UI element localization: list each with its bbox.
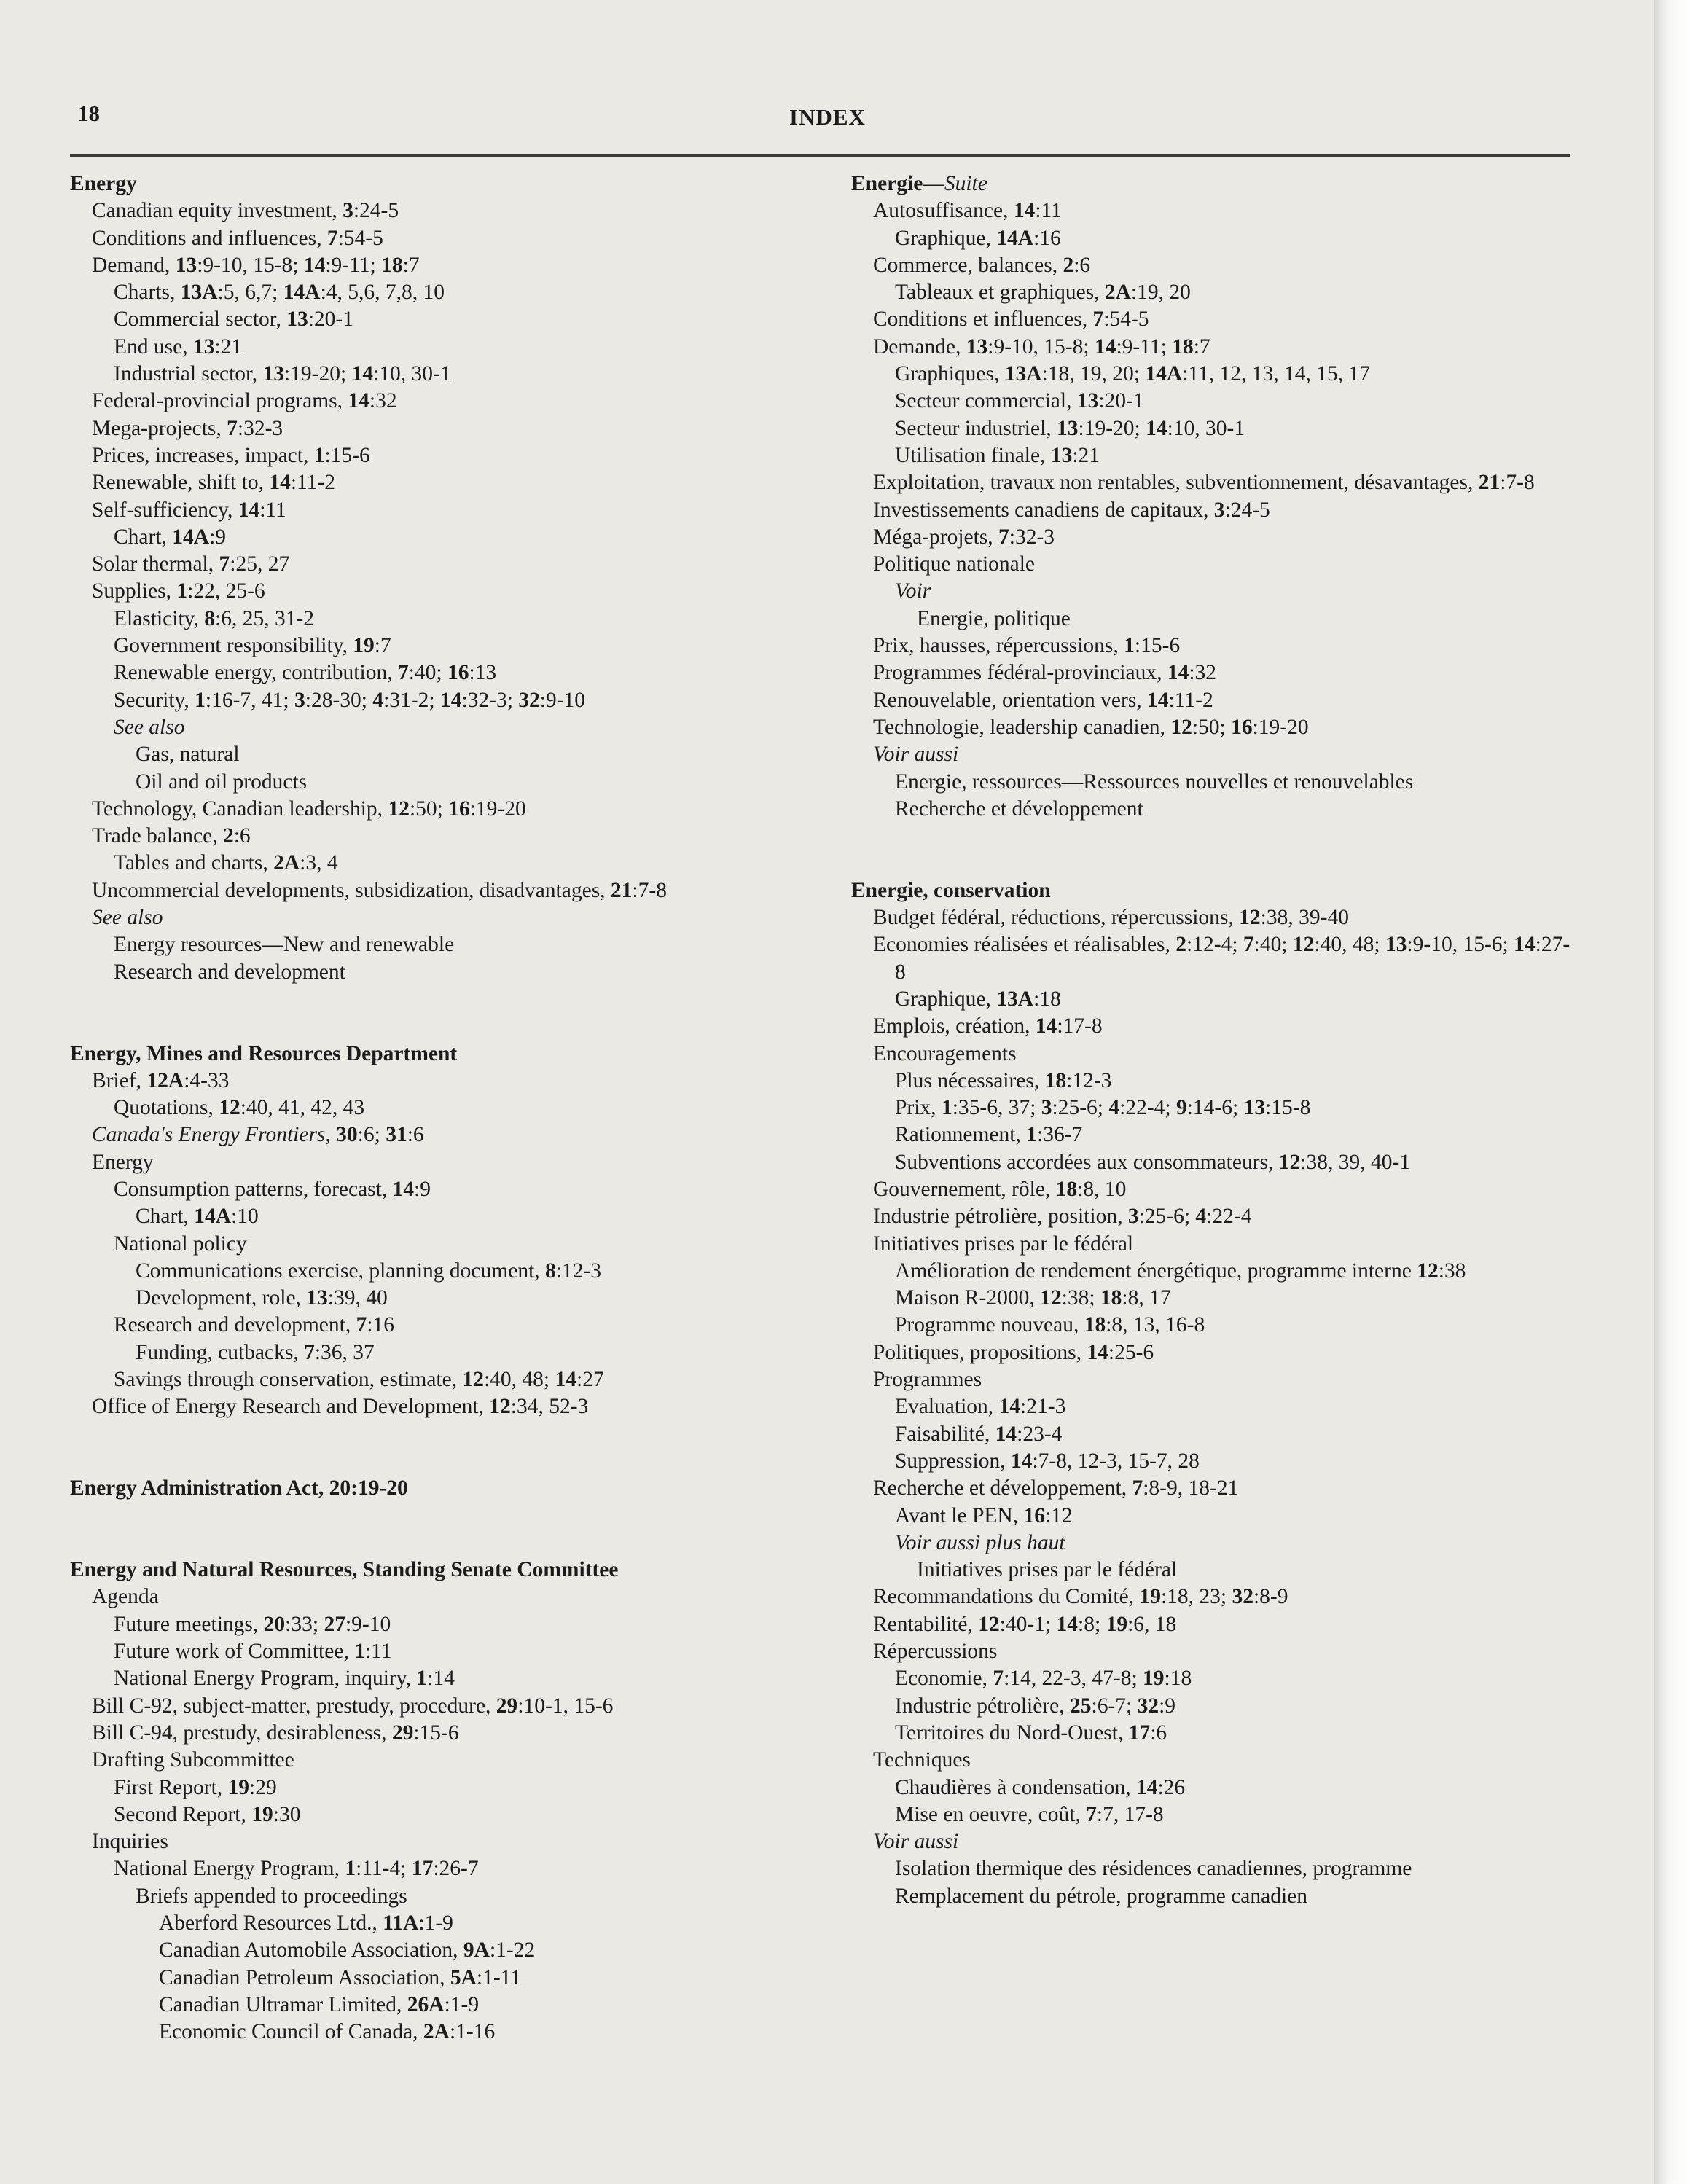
index-entry: Avant le PEN, 16:12: [895, 1503, 1073, 1527]
index-entry: Conditions et influences, 7:54-5: [873, 308, 1149, 332]
index-entry: Rentabilité, 12:40-1; 14:8; 19:6, 18: [873, 1612, 1177, 1636]
entry-spacer: [70, 1421, 842, 1476]
cross-reference: See also: [92, 906, 163, 930]
index-entry: Research and development: [114, 960, 345, 984]
index-entry: Energie—Suite: [851, 172, 987, 195]
index-entry: Recherche et développement, 7:8-9, 18-21: [873, 1476, 1239, 1500]
index-heading: Energy, Mines and Resources Department: [70, 1041, 458, 1065]
index-entry: Canada's Energy Frontiers, 30:6; 31:6: [92, 1123, 424, 1147]
index-entry: Bill C-92, subject-matter, prestudy, procedure, 29:10-1, 15-6: [92, 1694, 614, 1718]
index-entry: Mega-projects, 7:32-3: [92, 416, 283, 440]
index-entry: Future work of Committee, 1:11: [114, 1640, 392, 1664]
index-entry: Energy: [92, 1150, 154, 1174]
index-entry: Renouvelable, orientation vers, 14:11-2: [873, 688, 1213, 712]
entry-spacer: [851, 823, 1580, 877]
index-entry: Canadian Automobile Association, 9A:1-22: [159, 1938, 536, 1962]
index-entry: Agenda: [92, 1585, 159, 1609]
index-entry: Canadian Ultramar Limited, 26A:1-9: [159, 1992, 480, 2016]
index-entry: Energie, ressources—Ressources nouvelles et renouvelables: [895, 770, 1414, 794]
index-heading: Energy Administration Act, 20:19-20: [70, 1476, 408, 1500]
index-entry: Trade balance, 2:6: [92, 824, 251, 848]
index-entry: Programmes: [873, 1368, 982, 1392]
index-entry: Commerce, balances, 2:6: [873, 253, 1091, 277]
index-entry: Energie, politique: [917, 606, 1071, 630]
cross-reference: See also: [114, 715, 185, 739]
index-entry: Territoires du Nord-Ouest, 17:6: [895, 1721, 1167, 1745]
index-entry: Bill C-94, prestudy, desirableness, 29:15-6: [92, 1721, 459, 1745]
index-entry: Demande, 13:9-10, 15-8; 14:9-11; 18:7: [873, 334, 1210, 359]
index-entry: Graphique, 13A:18: [895, 987, 1061, 1011]
index-entry: Isolation thermique des résidences canadiennes, programme: [895, 1857, 1412, 1881]
index-entry: Programme nouveau, 18:8, 13, 16-8: [895, 1313, 1205, 1337]
header-rule: [70, 154, 1570, 157]
cross-reference: Voir aussi: [873, 743, 959, 767]
index-entry: Savings through conservation, estimate, 12:40, 48; 14:27: [114, 1368, 604, 1392]
index-entry: Brief, 12A:4-33: [92, 1068, 230, 1092]
index-entry: Technologie, leadership canadien, 12:50; 16:19-20: [873, 715, 1309, 739]
index-entry: Gas, natural: [136, 743, 240, 767]
index-entry: Uncommercial developments, subsidization, disadvantages, 21:7-8: [92, 878, 667, 902]
index-entry: Funding, cutbacks, 7:36, 37: [136, 1340, 375, 1364]
index-entry: Quotations, 12:40, 41, 42, 43: [114, 1096, 365, 1120]
index-entry: Tableaux et graphiques, 2A:19, 20: [895, 281, 1191, 305]
index-entry: National policy: [114, 1232, 247, 1256]
index-entry: Commercial sector, 13:20-1: [114, 308, 353, 332]
index-entry: Technology, Canadian leadership, 12:50; 16:19-20: [92, 797, 526, 821]
index-entry: Second Report, 19:30: [114, 1802, 301, 1826]
index-entry: Conditions and influences, 7:54-5: [92, 226, 383, 250]
entry-spacer: [70, 1503, 842, 1557]
index-entry: Research and development, 7:16: [114, 1313, 395, 1337]
index-entry: Demand, 13:9-10, 15-8; 14:9-11; 18:7: [92, 253, 420, 277]
index-entry: Energy resources—New and renewable: [114, 933, 455, 957]
index-entry: End use, 13:21: [114, 334, 243, 359]
index-entry: Plus nécessaires, 18:12-3: [895, 1068, 1112, 1092]
index-entry: Oil and oil products: [136, 770, 308, 794]
index-entry: National Energy Program, 1:11-4; 17:26-7: [114, 1857, 479, 1881]
index-entry: Budget fédéral, réductions, répercussions, 12:38, 39-40: [873, 906, 1349, 930]
index-entry: Communications exercise, planning document, 8:12-3: [136, 1259, 602, 1283]
left-index-column: [70, 171, 842, 2046]
index-entry: Canadian equity investment, 3:24-5: [92, 199, 399, 223]
index-entry: First Report, 19:29: [114, 1775, 277, 1799]
index-entry: Chaudières à condensation, 14:26: [895, 1775, 1186, 1799]
index-entry: Investissements canadiens de capitaux, 3:24-5: [873, 498, 1270, 522]
index-heading: Energie, conservation: [851, 878, 1051, 902]
index-entry: Canadian Petroleum Association, 5A:1-11: [159, 1965, 522, 1989]
index-entry: Emplois, création, 14:17-8: [873, 1014, 1103, 1038]
index-entry: Economies réalisées et réalisables, 2:12-4; 7:40; 12:40, 48; 13:9-10, 15-6; 14:27-8: [873, 933, 1570, 984]
index-entry: Encouragements: [873, 1041, 1017, 1065]
index-entry: Faisabilité, 14:23-4: [895, 1422, 1063, 1446]
index-entry: Development, role, 13:39, 40: [136, 1286, 388, 1310]
index-heading: Energy: [70, 172, 137, 195]
index-entry: Initiatives prises par le fédéral: [873, 1232, 1134, 1256]
index-entry: Graphiques, 13A:18, 19, 20; 14A:11, 12, 13, 14, 15, 17: [895, 362, 1371, 386]
page-title: INDEX: [789, 104, 866, 130]
index-entry: Federal-provincial programs, 14:32: [92, 389, 397, 413]
index-entry: Prices, increases, impact, 1:15-6: [92, 443, 370, 467]
index-entry: Economic Council of Canada, 2A:1-16: [159, 2020, 496, 2044]
index-entry: Mise en oeuvre, coût, 7:7, 17-8: [895, 1802, 1164, 1826]
index-entry: Graphique, 14A:16: [895, 226, 1061, 250]
entry-spacer: [70, 986, 842, 1041]
index-entry: Elasticity, 8:6, 25, 31-2: [114, 606, 315, 630]
index-entry: Consumption patterns, forecast, 14:9: [114, 1177, 431, 1201]
index-entry: Renewable, shift to, 14:11-2: [92, 471, 336, 495]
index-entry: Programmes fédéral-provinciaux, 14:32: [873, 661, 1217, 685]
index-entry: Secteur industriel, 13:19-20; 14:10, 30-1: [895, 416, 1245, 440]
index-entry: Briefs appended to proceedings: [136, 1884, 407, 1908]
index-entry: Politiques, propositions, 14:25-6: [873, 1340, 1154, 1364]
index-entry: Initiatives prises par le fédéral: [917, 1558, 1178, 1582]
index-entry: Gouvernement, rôle, 18:8, 10: [873, 1177, 1127, 1201]
index-entry: Self-sufficiency, 14:11: [92, 498, 286, 522]
index-entry: Industrie pétrolière, 25:6-7; 32:9: [895, 1694, 1176, 1718]
index-entry: Evaluation, 14:21-3: [895, 1395, 1066, 1419]
index-entry: Aberford Resources Ltd., 11A:1-9: [159, 1911, 453, 1935]
cross-reference: Voir aussi: [873, 1830, 959, 1854]
index-entry: Renewable energy, contribution, 7:40; 16:13: [114, 661, 497, 685]
index-entry: Economie, 7:14, 22-3, 47-8; 19:18: [895, 1667, 1192, 1691]
right-index-column: [851, 171, 1580, 1910]
index-entry: Maison R-2000, 12:38; 18:8, 17: [895, 1286, 1171, 1310]
index-entry: Drafting Subcommittee: [92, 1748, 294, 1772]
index-entry: Utilisation finale, 13:21: [895, 443, 1100, 467]
index-entry: Government responsibility, 19:7: [114, 634, 391, 658]
index-entry: Remplacement du pétrole, programme canadien: [895, 1884, 1308, 1908]
index-entry: Tables and charts, 2A:3, 4: [114, 851, 338, 875]
page-edge: [1654, 0, 1690, 2184]
index-heading: Energy and Natural Resources, Standing Senate Committee: [70, 1558, 619, 1582]
cross-reference: Voir: [895, 579, 931, 603]
index-entry: Future meetings, 20:33; 27:9-10: [114, 1612, 391, 1636]
page-number: 18: [77, 101, 100, 126]
index-entry: Inquiries: [92, 1830, 168, 1854]
index-entry: Chart, 14A:10: [136, 1205, 259, 1229]
index-entry: Rationnement, 1:36-7: [895, 1123, 1083, 1147]
index-entry: Répercussions: [873, 1640, 998, 1664]
index-entry: Security, 1:16-7, 41; 3:28-30; 4:31-2; 14:32-3; 32:9-10: [114, 688, 586, 712]
index-entry: Industrial sector, 13:19-20; 14:10, 30-1: [114, 362, 451, 386]
index-entry: Supplies, 1:22, 25-6: [92, 579, 265, 603]
index-entry: Politique nationale: [873, 552, 1036, 576]
index-entry: Charts, 13A:5, 6,7; 14A:4, 5,6, 7,8, 10: [114, 281, 445, 305]
index-entry: Subventions accordées aux consommateurs, 12:38, 39, 40-1: [895, 1150, 1411, 1174]
index-entry: Chart, 14A:9: [114, 525, 227, 549]
index-entry: Exploitation, travaux non rentables, subventionnement, désavantages, 21:7-8: [873, 471, 1535, 495]
index-entry: Prix, hausses, répercussions, 1:15-6: [873, 634, 1181, 658]
index-entry: Méga-projets, 7:32-3: [873, 525, 1055, 549]
index-entry: Prix, 1:35-6, 37; 3:25-6; 4:22-4; 9:14-6; 13:15-8: [895, 1096, 1311, 1120]
index-entry: Office of Energy Research and Development, 12:34, 52-3: [92, 1395, 589, 1419]
index-entry: Suppression, 14:7-8, 12-3, 15-7, 28: [895, 1449, 1200, 1473]
index-entry: Recommandations du Comité, 19:18, 23; 32:8-9: [873, 1585, 1288, 1609]
index-entry: Secteur commercial, 13:20-1: [895, 389, 1144, 413]
cross-reference: Voir aussi plus haut: [895, 1530, 1065, 1554]
index-entry: Amélioration de rendement énergétique, programme interne 12:38: [895, 1259, 1466, 1283]
index-entry: Solar thermal, 7:25, 27: [92, 552, 290, 576]
index-entry: Industrie pétrolière, position, 3:25-6; 4:22-4: [873, 1205, 1252, 1229]
index-entry: National Energy Program, inquiry, 1:14: [114, 1667, 455, 1691]
index-entry: Autosuffisance, 14:11: [873, 199, 1062, 223]
index-entry: Recherche et développement: [895, 797, 1143, 821]
index-entry: Techniques: [873, 1748, 971, 1772]
